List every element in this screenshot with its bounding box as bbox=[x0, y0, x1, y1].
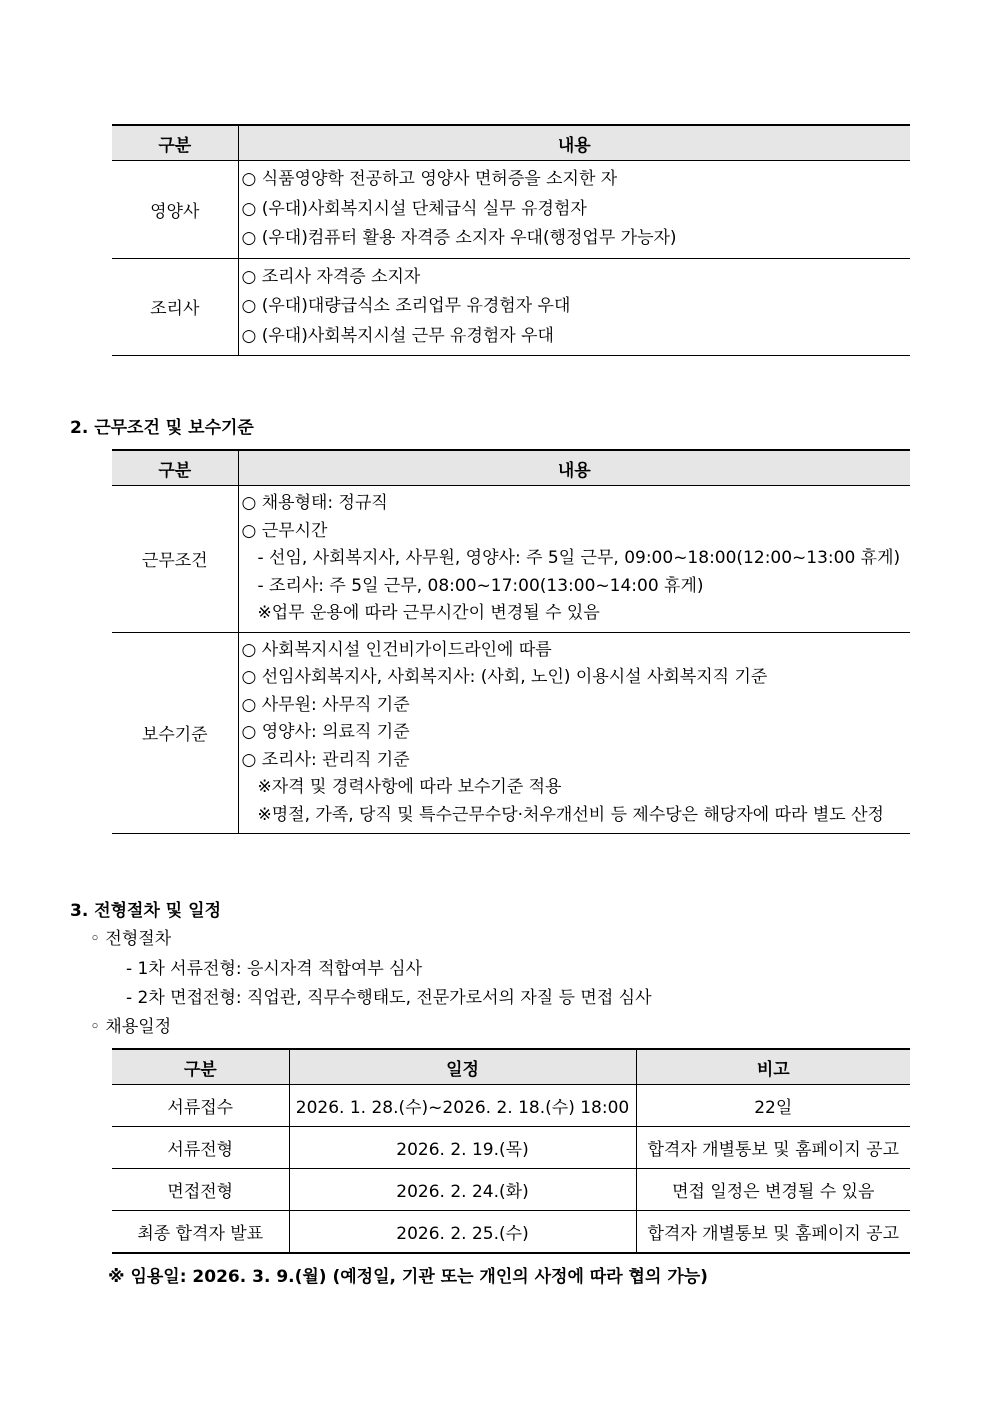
table-cell: 면접전형 bbox=[112, 1169, 289, 1211]
table-row bbox=[112, 1211, 910, 1254]
table-row bbox=[112, 632, 910, 834]
row-content bbox=[238, 161, 910, 259]
table-row bbox=[112, 1085, 910, 1127]
table-cell: 2026. 1. 28.(수)~2026. 2. 18.(수) 18:00 bbox=[289, 1085, 636, 1127]
column-header: 비고 bbox=[636, 1049, 910, 1085]
column-header: 구분 bbox=[112, 1049, 289, 1085]
content-line: ○ 식품영양학 전공하고 영양사 면허증을 소지한 자 bbox=[241, 169, 618, 189]
row-label: 근무조건 bbox=[112, 486, 238, 633]
table-cell: 최종 합격자 발표 bbox=[112, 1211, 289, 1254]
table-row bbox=[112, 486, 910, 633]
content-line: ○ 선임사회복지사, 사회복지사: (사회, 노인) 이용시설 사회복지직 기준 bbox=[241, 667, 768, 687]
row-content bbox=[238, 486, 910, 633]
table-cell: 2026. 2. 24.(화) bbox=[289, 1169, 636, 1211]
table-row bbox=[112, 161, 910, 259]
content-line: ○ 사무원: 사무직 기준 bbox=[241, 694, 410, 715]
content-line: ○ (우대)사회복지시설 근무 유경험자 우대 bbox=[241, 325, 554, 346]
section-title: 2. 근무조건 및 보수기준 bbox=[70, 418, 254, 438]
content-line: - 선임, 사회복지사, 사무원, 영양사: 주 5일 근무, 09:00~18:00(12:00~13:00 휴게) bbox=[257, 548, 901, 568]
table-row bbox=[112, 1127, 910, 1169]
content-line: ○ 조리사 자격증 소지자 bbox=[241, 266, 421, 287]
content-line: ○ 조리사: 관리직 기준 bbox=[241, 749, 410, 770]
content-line: ○ 근무시간 bbox=[241, 520, 328, 541]
appointment-note: ※ 임용일: 2026. 3. 9.(월) (예정일, 기관 또는 개인의 사정에 따라 협의 가능) bbox=[108, 1267, 708, 1287]
schedule-label: ◦ 채용일정 bbox=[90, 1017, 172, 1037]
content-line: ○ 영양사: 의료직 기준 bbox=[241, 722, 410, 742]
content-line: ※자격 및 경력사항에 따라 보수기준 적용 bbox=[257, 777, 562, 797]
row-content bbox=[238, 258, 910, 356]
column-header: 구분 bbox=[112, 450, 238, 486]
row-label: 영양사 bbox=[112, 161, 238, 259]
process-step: - 2차 면접전형: 직업관, 직무수행태도, 전문가로서의 자질 등 면접 심사 bbox=[126, 988, 652, 1008]
row-label: 조리사 bbox=[112, 258, 238, 356]
row-content bbox=[238, 632, 910, 834]
content-line: ○ (우대)대량급식소 조리업무 유경험자 우대 bbox=[241, 296, 571, 316]
table-cell: 2026. 2. 25.(수) bbox=[289, 1211, 636, 1254]
row-label: 보수기준 bbox=[112, 632, 238, 834]
column-header: 일정 bbox=[289, 1049, 636, 1085]
content-line: ○ 채용형태: 정규직 bbox=[241, 493, 388, 513]
column-header: 구분 bbox=[112, 125, 238, 161]
section-title: 3. 전형절차 및 일정 bbox=[70, 901, 221, 921]
table-cell: 서류전형 bbox=[112, 1127, 289, 1169]
column-header: 내용 bbox=[238, 125, 910, 161]
table-cell: 합격자 개별통보 및 홈페이지 공고 bbox=[636, 1127, 910, 1169]
table-cell: 2026. 2. 19.(목) bbox=[289, 1127, 636, 1169]
conditions-table bbox=[112, 449, 910, 834]
schedule-table bbox=[112, 1048, 910, 1254]
content-line: ※업무 운용에 따라 근무시간이 변경될 수 있음 bbox=[257, 603, 600, 623]
content-line: - 조리사: 주 5일 근무, 08:00~17:00(13:00~14:00 휴게) bbox=[257, 575, 704, 596]
table-row bbox=[112, 258, 910, 356]
process-label: ◦ 전형절차 bbox=[90, 929, 172, 949]
content-line: ○ (우대)컴퓨터 활용 자격증 소지자 우대(행정업무 가능자) bbox=[241, 228, 677, 248]
table-cell: 합격자 개별통보 및 홈페이지 공고 bbox=[636, 1211, 910, 1254]
table-row bbox=[112, 1169, 910, 1211]
content-line: ※명절, 가족, 당직 및 특수근무수당·처우개선비 등 제수당은 해당자에 따라 별도 산정 bbox=[257, 804, 884, 825]
table-cell: 면접 일정은 변경될 수 있음 bbox=[636, 1169, 910, 1211]
column-header: 내용 bbox=[238, 450, 910, 486]
content-line: ○ (우대)사회복지시설 단체급식 실무 유경험자 bbox=[241, 198, 587, 219]
content-line: ○ 사회복지시설 인건비가이드라인에 따름 bbox=[241, 639, 552, 660]
qualification-table bbox=[112, 124, 910, 356]
table-cell: 서류접수 bbox=[112, 1085, 289, 1127]
table-cell: 22일 bbox=[636, 1085, 910, 1127]
process-step: - 1차 서류전형: 응시자격 적합여부 심사 bbox=[126, 959, 423, 979]
